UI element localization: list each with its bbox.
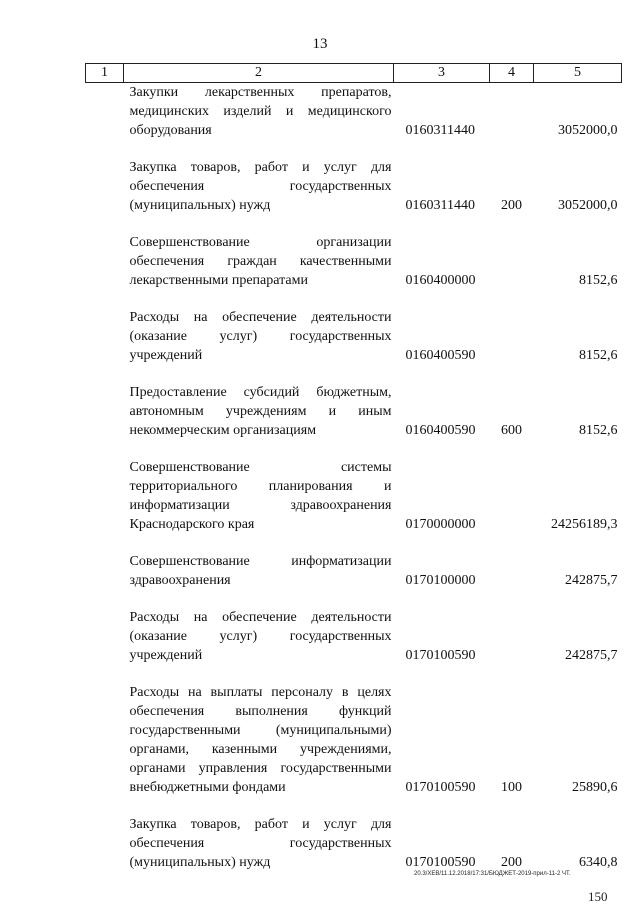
row-name: Совершенствование системы территориального планирования и информатизации здравоохранения Краснодарского края (129, 460, 392, 532)
row-amount: 24256189,3 (551, 517, 618, 532)
header-col-5: 5 (534, 64, 622, 83)
budget-table (85, 63, 622, 872)
row-name: Расходы на обеспечение деятельности (оказание услуг) государственных учреждений (129, 310, 392, 363)
table-row (86, 683, 622, 797)
table-row (86, 83, 622, 141)
row-code: 0170100590 (405, 855, 476, 870)
row-amount: 8152,6 (579, 348, 618, 363)
row-name: Расходы на выплаты персоналу в целях обеспечения выполнения функций государственными (муниципальными) органами, казенными учреждениями, органами управления государственными внебюджетными фондами (129, 685, 392, 795)
row-name: Закупка товаров, работ и услуг для обеспечения государственных (муниципальных) нужд (129, 160, 392, 213)
row-type (490, 608, 534, 665)
row-code: 0170100590 (405, 648, 476, 663)
row-code: 0160311440 (405, 198, 475, 213)
row-name: Совершенствование информатизации здравоохранения (129, 554, 392, 588)
row-amount: 3052000,0 (558, 198, 618, 213)
table-body (86, 83, 622, 873)
row-name: Расходы на обеспечение деятельности (оказание услуг) государственных учреждений (129, 610, 392, 663)
page-number: 13 (312, 36, 328, 52)
row-name: Закупки лекарственных препаратов, медицинских изделий и медицинского оборудования (129, 85, 392, 138)
row-code: 0160400590 (405, 423, 476, 438)
table-row (86, 608, 622, 665)
header-col-1: 1 (86, 64, 124, 83)
row-amount: 3052000,0 (558, 123, 618, 138)
row-type: 200 (501, 855, 522, 870)
header-col-2: 2 (124, 64, 394, 83)
row-code: 0160400000 (405, 273, 476, 288)
table-row (86, 815, 622, 872)
row-type: 200 (501, 198, 522, 213)
row-amount: 6340,8 (579, 855, 618, 870)
corner-page-number: 150 (588, 889, 608, 904)
row-name: Совершенствование организации обеспечения граждан качественными лекарственными препаратами (129, 235, 392, 288)
row-code: 0160400590 (405, 348, 476, 363)
row-type (490, 308, 534, 365)
table-row (86, 383, 622, 440)
row-type (490, 83, 534, 141)
table-row (86, 552, 622, 590)
row-code: 0170000000 (405, 517, 476, 532)
row-code: 0170100000 (405, 573, 476, 588)
row-code: 0170100590 (405, 780, 476, 795)
row-type (490, 552, 534, 590)
row-amount: 8152,6 (579, 423, 618, 438)
row-type: 100 (501, 780, 522, 795)
header-col-3: 3 (394, 64, 490, 83)
row-amount: 242875,7 (565, 573, 618, 588)
row-type: 600 (501, 423, 522, 438)
row-type (490, 458, 534, 534)
table-row (86, 308, 622, 365)
row-amount: 25890,6 (572, 780, 618, 795)
table-row (86, 458, 622, 534)
row-name: Закупка товаров, работ и услуг для обеспечения государственных (муниципальных) нужд (129, 817, 392, 870)
header-col-4: 4 (490, 64, 534, 83)
table-header (86, 64, 622, 83)
row-code: 0160311440 (405, 123, 475, 138)
row-name: Предоставление субсидий бюджетным, автономным учреждениям и иным некоммерческим организациям (129, 385, 392, 438)
footer-stamp: 20.3/ХЕВ/11.12.2018/17:31/БЮДЖЕТ-2019-прил-11-2 ЧТ. (414, 871, 571, 877)
row-amount: 8152,6 (579, 273, 618, 288)
table-row (86, 158, 622, 215)
row-type (490, 233, 534, 290)
table-row (86, 233, 622, 290)
row-amount: 242875,7 (565, 648, 618, 663)
